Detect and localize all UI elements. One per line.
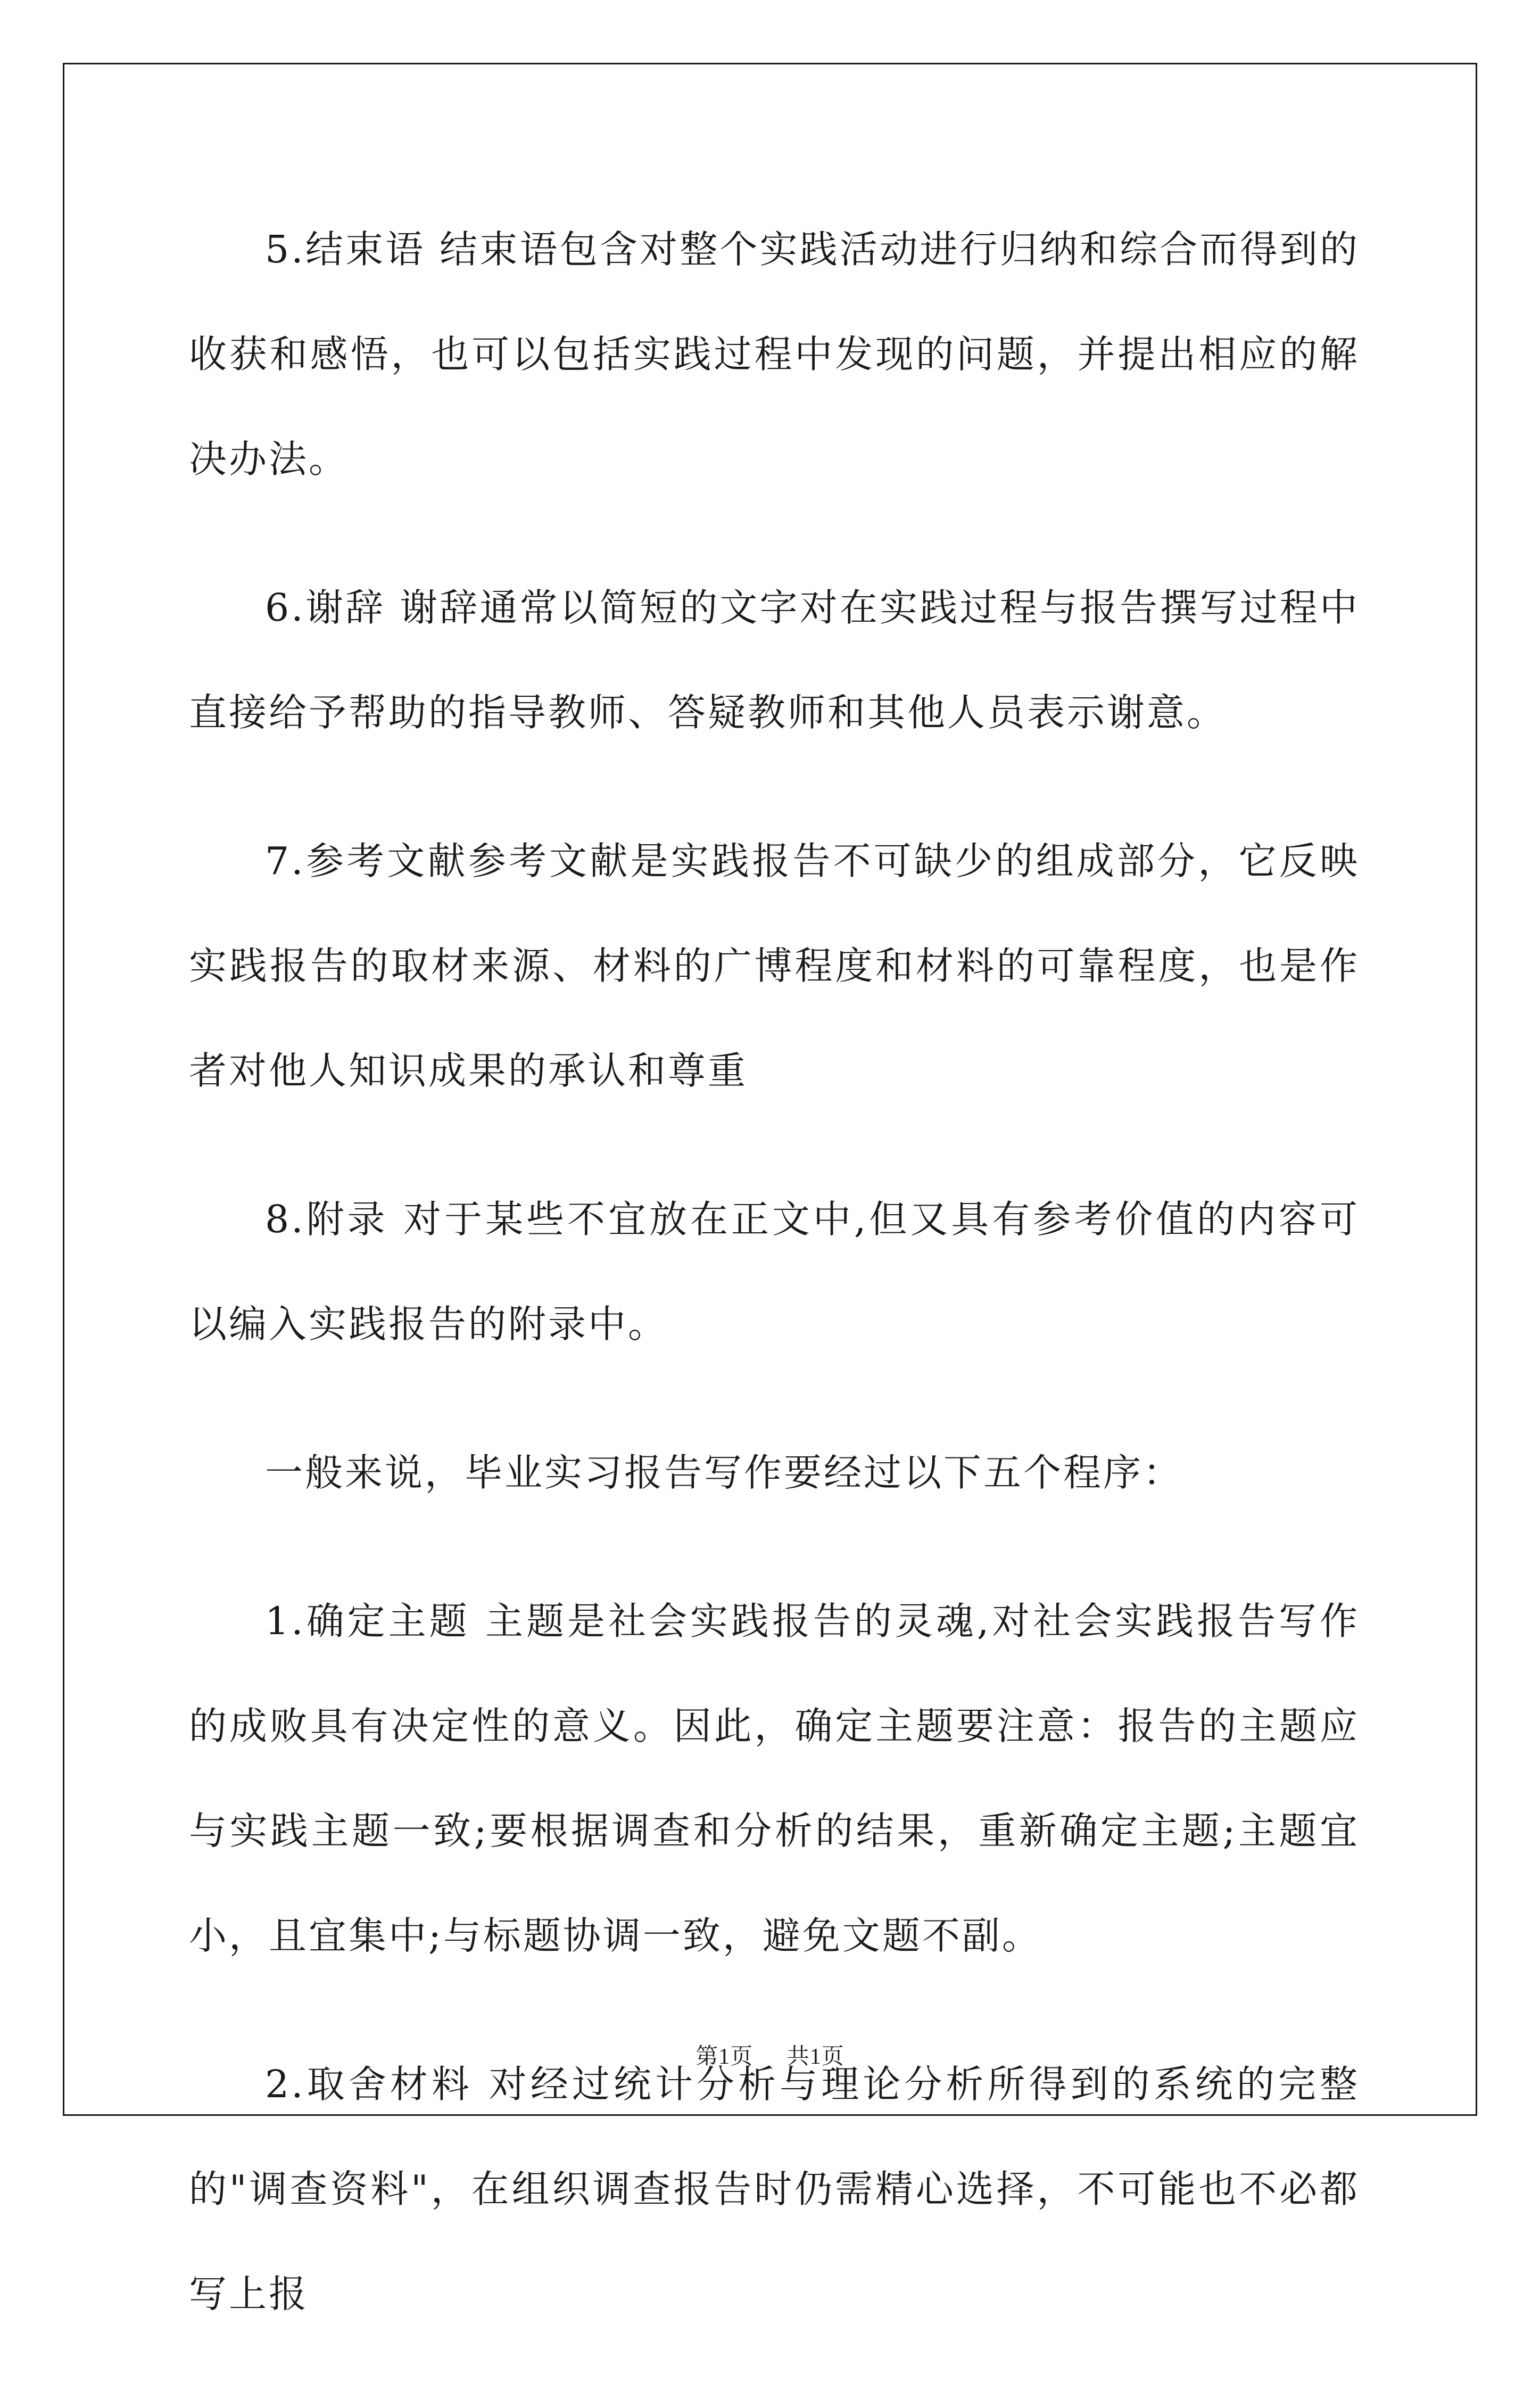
page-number: 第1页 — [696, 2045, 754, 2069]
paragraph-determine-theme: 1.确定主题 主题是社会实践报告的灵魂,对社会实践报告写作的成败具有决定性的意义。因此，确定主题要注意：报告的主题应与实践主题一致;要根据调查和分析的结果，重新确定主题;主题宜小，且宜集中;与标题协调一致，避免文题不副。 — [189, 1599, 1360, 1958]
paragraph-acknowledgements: 6.谢辞 谢辞通常以简短的文字对在实践过程与报告撰写过程中直接给予帮助的指导教师、答疑教师和其他人员表示谢意。 — [189, 586, 1360, 735]
page-footer — [0, 2039, 1540, 2071]
paragraph-references: 7.参考文献参考文献是实践报告不可缺少的组成部分，它反映实践报告的取材来源、材料的广博程度和材料的可靠程度，也是作者对他人知识成果的承认和尊重 — [189, 839, 1360, 1093]
paragraph-conclusion: 5.结束语 结束语包含对整个实践活动进行归纳和综合而得到的收获和感悟，也可以包括实践过程中发现的问题，并提出相应的解决办法。 — [189, 227, 1360, 481]
paragraph-select-materials: 2.取舍材料 对经过统计分析与理论分析所得到的系统的完整的"调查资料"，在组织调查报告时仍需精心选择，不可能也不必都写上报 — [189, 2062, 1360, 2316]
page-total: 共1页 — [786, 2045, 844, 2069]
paragraph-procedure-intro: 一般来说，毕业实习报告写作要经过以下五个程序： — [265, 1451, 1183, 1495]
paragraph-appendix: 8.附录 对于某些不宜放在正文中,但又具有参考价值的内容可以编入实践报告的附录中。 — [189, 1197, 1360, 1346]
